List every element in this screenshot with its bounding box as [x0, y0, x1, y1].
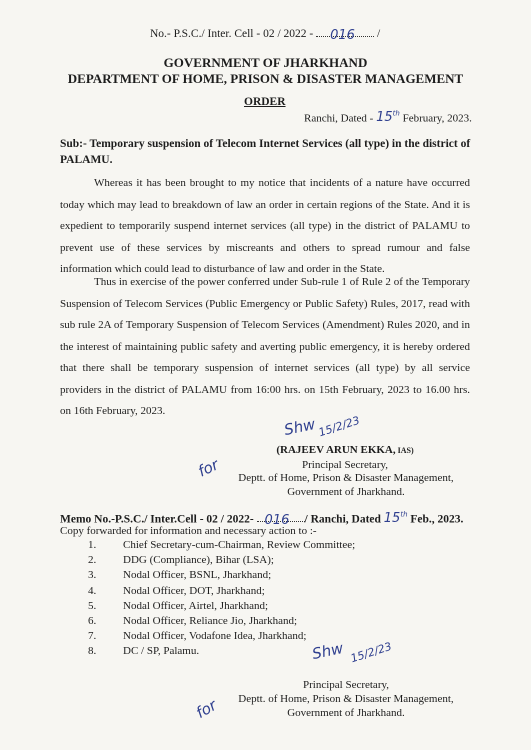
list-item: 4. Nodal Officer, DOT, Jharkhand;: [88, 584, 265, 597]
signatory-block-1: [270, 443, 420, 472]
list-item: 2. DDG (Compliance), Bihar (LSA);: [88, 554, 274, 567]
handwritten-memo-number: 016: [264, 513, 290, 529]
signatory-designation: Principal Secretary,: [301, 459, 389, 471]
ref-number-blank: [316, 28, 374, 43]
handwritten-date-day: 15th: [376, 110, 400, 126]
recipient-list: [88, 538, 355, 660]
list-item: 6. Nodal Officer, Reliance Jio, Jharkhand;: [88, 615, 298, 628]
signatory-designation: Principal Secretary,: [302, 679, 390, 691]
handwritten-signature-date-2: 15/2/23: [349, 639, 394, 666]
order-date: Ranchi, Dated - 15th February, 2023.: [304, 110, 472, 126]
memo-number: Memo No.-P.S.C./ Inter.Cell - 02 / 2022- 016 / Ranchi, Dated 15th Feb., 2023.: [60, 511, 464, 529]
handwritten-ref-number: 016: [330, 28, 355, 43]
copy-forwarded-text: Copy forwarded for information and necessary action to :-: [60, 525, 317, 537]
handwritten-for-2: for: [192, 696, 220, 722]
handwritten-signature-2: Shw: [310, 638, 345, 664]
handwritten-signature-date-1: 15/2/23: [317, 413, 362, 440]
list-item: 8. DC / SP, Palamu.: [88, 645, 200, 658]
signatory-block-2: Principal Secretary, Deptt. of Home, Prison & Disaster Management, Government of Jharkhand.: [226, 678, 466, 720]
body-paragraph-1: Whereas it has been brought to my notice that incidents of a nature have occurred today which may lead to breakdown of law an order in certain regions of the State. And it is expedient to temporarily suspend internet services (all type) in the district of PALAMU to prevent use of these services by miscreants and others to spread rumour and false information which could lead to disturbance of law and order in the State.: [60, 177, 470, 275]
signatory-name: (RAJEEV ARUN EKKA, IAS): [276, 444, 414, 456]
handwritten-signature-1: Shw: [282, 414, 317, 440]
list-item: 3. Nodal Officer, BSNL, Jharkhand;: [88, 569, 272, 582]
body-paragraph-2: Thus in exercise of the power conferred under Sub-rule 1 of Rule 2 of the Temporary Suspension of Telecom Services (Public Emergency or Public Safety) Rules, 2017, read with sub rule 2A of Temporary Suspension of Telecom Services (Amendment) Rules 2020, and in the interest of maintaining public safety and averting public emergency, it is hereby ordered that there shall be temporary suspension of internet services (all type) by all service providers in the district of PALAMU from 16:00 hrs. on 15th February, 2023 to 16.00 hrs. on 16th February, 2023.: [60, 276, 470, 417]
list-item: 7. Nodal Officer, Vodafone Idea, Jharkhand;: [88, 630, 307, 643]
list-item: 5. Nodal Officer, Airtel, Jharkhand;: [88, 599, 269, 612]
list-item: 1. Chief Secretary-cum-Chairman, Review Committee;: [88, 539, 356, 551]
government-title: GOVERNMENT OF JHARKHAND: [163, 55, 368, 70]
signatory-dept-1: Deptt. of Home, Prison & Disaster Management, Government of Jharkhand.: [238, 472, 454, 498]
department-title: DEPARTMENT OF HOME, PRISON & DISASTER MANAGEMENT: [67, 71, 464, 86]
reference-number: No.- P.S.C./ Inter. Cell - 02 / 2022 - 016 /: [150, 28, 381, 43]
order-heading: ORDER: [244, 96, 286, 108]
handwritten-memo-day: 15th: [383, 511, 408, 527]
subject-line: Sub:- Temporary suspension of Telecom Internet Services (all type) in the district of PALAMU.: [60, 138, 471, 166]
handwritten-for-1: for: [195, 455, 222, 481]
